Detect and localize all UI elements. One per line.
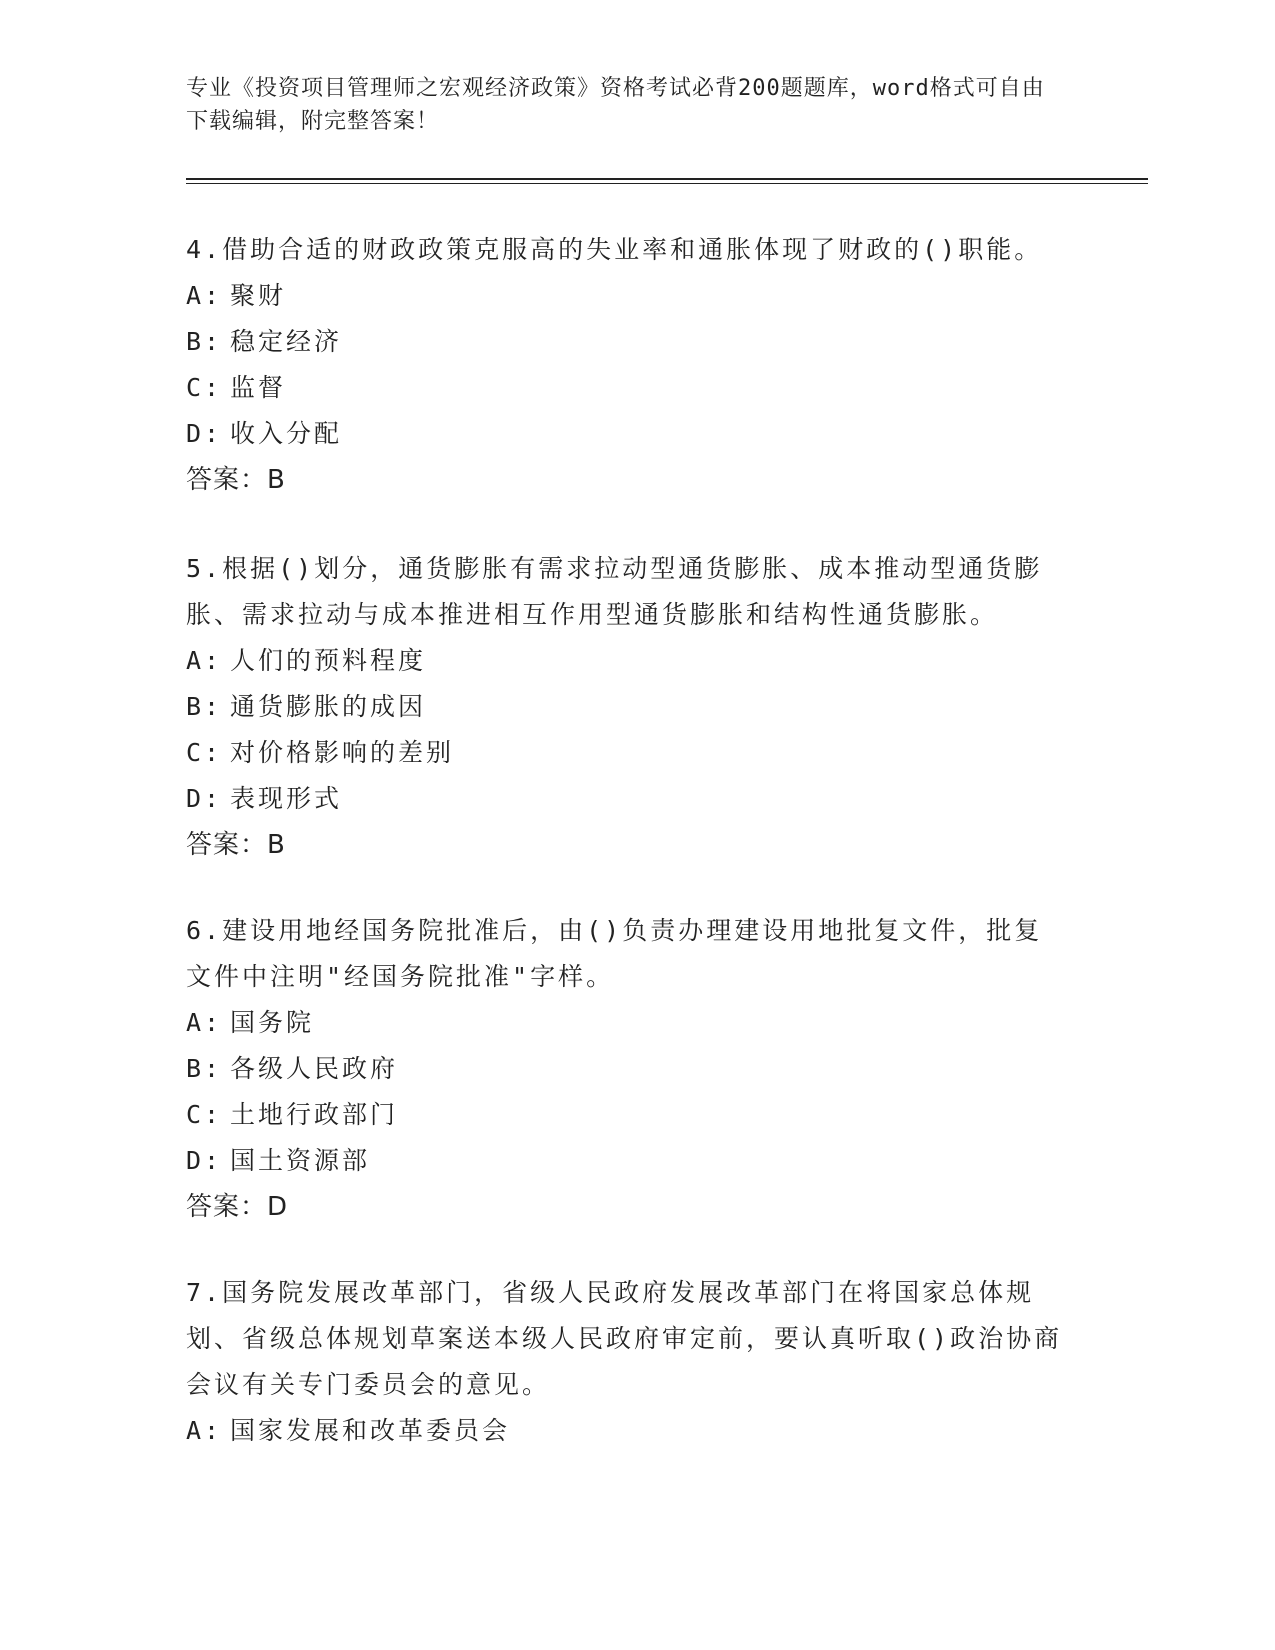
answer-line: 答案：D	[186, 1192, 289, 1222]
option-text: 聚财	[230, 281, 287, 310]
answer-line: 答案：B	[186, 465, 286, 495]
option-key: A:	[186, 281, 223, 310]
option-key: A:	[186, 1416, 223, 1445]
option-text: 国家发展和改革委员会	[230, 1416, 511, 1445]
option-key: C:	[186, 738, 223, 767]
option-d	[186, 776, 1066, 822]
option-text: 对价格影响的差别	[230, 738, 455, 767]
question-text: 6.建设用地经国务院批准后，由()负责办理建设用地批复文件，批复文件中注明"经国务院批准"字样。	[186, 916, 1043, 991]
document-header: 专业《投资项目管理师之宏观经济政策》资格考试必背200题题库，word格式可自由下载编辑，附完整答案！	[186, 76, 1045, 134]
option-key: A:	[186, 1008, 223, 1037]
answer-line: 答案：B	[186, 830, 286, 860]
option-c	[186, 1092, 1066, 1138]
option-a	[186, 1000, 1066, 1046]
question-text: 5.根据()划分，通货膨胀有需求拉动型通货膨胀、成本推动型通货膨胀、需求拉动与成本推进相互作用型通货膨胀和结构性通货膨胀。	[186, 554, 1043, 629]
option-text: 通货膨胀的成因	[230, 692, 427, 721]
option-b	[186, 319, 1066, 365]
option-b	[186, 684, 1066, 730]
option-key: B:	[186, 1054, 223, 1083]
question-4	[186, 227, 1066, 503]
option-text: 收入分配	[230, 419, 343, 448]
option-key: D:	[186, 419, 223, 448]
option-key: A:	[186, 646, 223, 675]
option-text: 稳定经济	[230, 327, 343, 356]
question-text: 4.借助合适的财政政策克服高的失业率和通胀体现了财政的()职能。	[186, 235, 1043, 264]
option-text: 监督	[230, 373, 287, 402]
option-text: 国务院	[230, 1008, 315, 1037]
option-text: 表现形式	[230, 784, 343, 813]
option-key: B:	[186, 327, 223, 356]
option-key: D:	[186, 1146, 223, 1175]
option-d	[186, 1138, 1066, 1184]
option-a	[186, 638, 1066, 684]
option-b	[186, 1046, 1066, 1092]
option-c	[186, 730, 1066, 776]
option-d	[186, 411, 1066, 457]
option-c	[186, 365, 1066, 411]
option-key: C:	[186, 1100, 223, 1129]
option-text: 国土资源部	[230, 1146, 371, 1175]
question-6	[186, 908, 1066, 1230]
question-7	[186, 1270, 1066, 1454]
question-5	[186, 546, 1066, 868]
header-divider-thick	[186, 178, 1148, 180]
option-text: 土地行政部门	[230, 1100, 399, 1129]
option-text: 各级人民政府	[230, 1054, 399, 1083]
option-text: 人们的预料程度	[230, 646, 427, 675]
option-a	[186, 1408, 1066, 1454]
option-key: D:	[186, 784, 223, 813]
option-key: B:	[186, 692, 223, 721]
question-text: 7.国务院发展改革部门，省级人民政府发展改革部门在将国家总体规划、省级总体规划草案送本级人民政府审定前，要认真听取()政治协商会议有关专门委员会的意见。	[186, 1278, 1063, 1399]
option-a	[186, 273, 1066, 319]
option-key: C:	[186, 373, 223, 402]
header-divider-thin	[186, 183, 1148, 184]
